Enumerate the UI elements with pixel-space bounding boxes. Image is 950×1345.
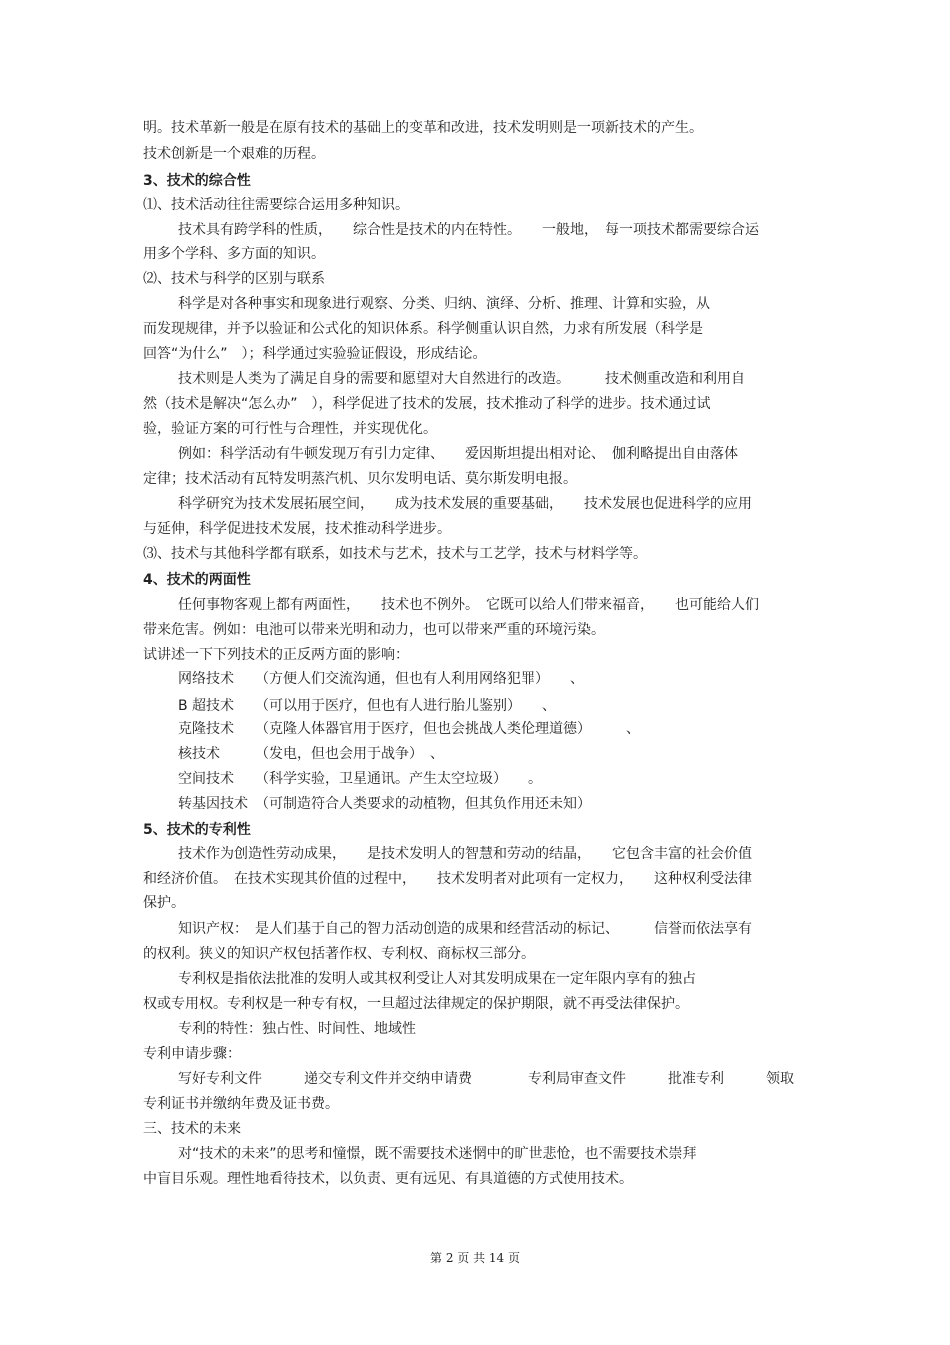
body-line: 的权利。狭义的知识产权包括著作权、专利权、商标权三部分。 xyxy=(143,946,535,962)
subsection-heading: ⑵、技术与科学的区别与联系 xyxy=(143,271,325,287)
section-heading: 3、技术的综合性 xyxy=(143,173,251,189)
body-line: 技术创新是一个艰难的历程。 xyxy=(143,146,325,162)
body-line: 与延伸，科学促进技术发展，技术推动科学进步。 xyxy=(143,521,451,537)
list-item: 克隆技术 （克隆人体器官用于医疗，但也会挑战人类伦理道德） 、 xyxy=(178,721,640,737)
body-line: 明。技术革新一般是在原有技术的基础上的变革和改进，技术发明则是一项新技术的产生。 xyxy=(143,120,703,136)
body-line: 用多个学科、多方面的知识。 xyxy=(143,246,325,262)
body-line: 科学研究为技术发展拓展空间， 成为技术发展的重要基础， 技术发展也促进科学的应用 xyxy=(178,496,752,512)
body-line: 保护。 xyxy=(143,895,185,911)
body-line: 而发现规律，并予以验证和公式化的知识体系。科学侧重认识自然，力求有所发展（科学是 xyxy=(143,321,703,337)
list-item: 转基因技术 （可制造符合人类要求的动植物，但其负作用还未知） xyxy=(178,796,591,812)
subsection-heading: ⑶、技术与其他科学都有联系，如技术与艺术，技术与工艺学，技术与材料学等。 xyxy=(143,546,647,562)
body-line: 技术具有跨学科的性质， 综合性是技术的内在特性。 一般地， 每一项技术都需要综合运 xyxy=(178,222,759,238)
body-line: 例如：科学活动有牛顿发现万有引力定律、 爱因斯坦提出相对论、 伽利略提出自由落体 xyxy=(178,446,738,462)
body-line: 专利权是指依法批准的发明人或其权利受让人对其发明成果在一定年限内享有的独占 xyxy=(178,971,696,987)
body-line: 中盲目乐观。理性地看待技术，以负责、更有远见、有具道德的方式使用技术。 xyxy=(143,1171,633,1187)
page-footer: 第 2 页 共 14 页 xyxy=(430,1251,520,1265)
body-line: 专利证书并缴纳年费及证书费。 xyxy=(143,1096,339,1112)
list-item: 空间技术 （科学实验，卫星通讯。产生太空垃圾） 。 xyxy=(178,771,542,787)
list-item: 核技术 （发电，但也会用于战争） 、 xyxy=(178,746,444,762)
body-line: 专利的特性：独占性、时间性、地域性 xyxy=(178,1021,416,1037)
body-line: 技术作为创造性劳动成果， 是技术发明人的智慧和劳动的结晶， 它包含丰富的社会价值 xyxy=(178,846,752,862)
body-line: 权或专用权。专利权是一种专有权，一旦超过法律规定的保护期限，就不再受法律保护。 xyxy=(143,996,689,1012)
body-line: 定律；技术活动有瓦特发明蒸汽机、贝尔发明电话、莫尔斯发明电报。 xyxy=(143,471,577,487)
body-line: 带来危害。例如：电池可以带来光明和动力，也可以带来严重的环境污染。 xyxy=(143,622,605,638)
body-line: 专利申请步骤： xyxy=(143,1046,241,1062)
body-line: 任何事物客观上都有两面性， 技术也不例外。 它既可以给人们带来福音， 也可能给人们 xyxy=(178,597,759,613)
body-line: 技术则是人类为了满足自身的需要和愿望对大自然进行的改造。 技术侧重改造和利用自 xyxy=(178,371,745,387)
body-line: 知识产权： 是人们基于自己的智力活动创造的成果和经营活动的标记、 信誉而依法享有 xyxy=(178,921,752,937)
section-heading: 三、技术的未来 xyxy=(143,1121,241,1137)
list-item: 网络技术 （方便人们交流沟通，但也有人利用网络犯罪） 、 xyxy=(178,671,584,687)
body-line: 和经济价值。 在技术实现其价值的过程中， 技术发明者对此项有一定权力， 这种权利受法律 xyxy=(143,871,752,887)
section-heading: 5、技术的专利性 xyxy=(143,822,251,838)
body-line: 科学是对各种事实和现象进行观察、分类、归纳、演绎、分析、推理、计算和实验，从 xyxy=(178,296,710,312)
body-line: 回答“为什么” ）；科学通过实验验证假设，形成结论。 xyxy=(143,346,487,362)
body-line: 试讲述一下下列技术的正反两方面的影响： xyxy=(143,647,409,663)
section-heading: 4、技术的两面性 xyxy=(143,572,251,588)
body-line: 验，验证方案的可行性与合理性，并实现优化。 xyxy=(143,421,437,437)
body-line: 写好专利文件 递交专利文件并交纳申请费 专利局审查文件 批准专利 领取 xyxy=(178,1071,794,1087)
subsection-heading: ⑴、技术活动往往需要综合运用多种知识。 xyxy=(143,197,409,213)
body-line: 然（技术是解决“怎么办” ），科学促进了技术的发展，技术推动了科学的进步。技术通过试 xyxy=(143,396,711,412)
list-item: B 超技术 （可以用于医疗，但也有人进行胎儿鉴别） 、 xyxy=(178,698,557,714)
body-line: 对“技术的未来”的思考和憧憬，既不需要技术迷惘中的旷世悲怆，也不需要技术崇拜 xyxy=(178,1146,697,1162)
